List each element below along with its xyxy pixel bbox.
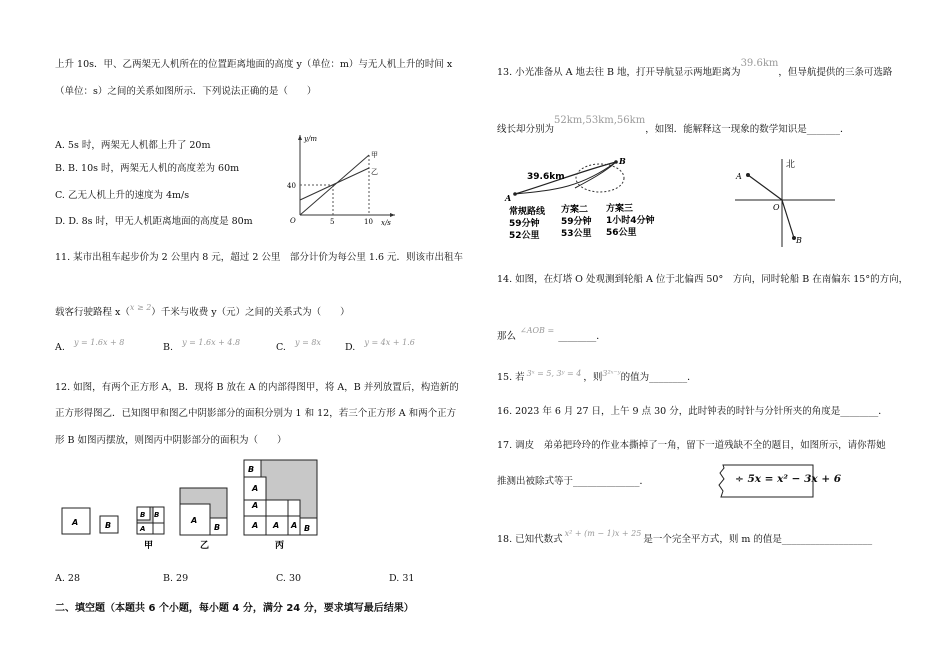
graph-series-jia: 甲	[371, 151, 378, 159]
svg-text:A: A	[252, 501, 259, 510]
svg-text:B: B	[140, 511, 146, 519]
nav-plan1-length: 52公里	[509, 231, 540, 241]
svg-text:A: A	[252, 521, 259, 530]
section-2-heading: 二、填空题（本题共 6 个小题，每小题 4 分，满分 24 分，要求填写最后结果）	[55, 603, 414, 614]
nav-plan3-length: 56公里	[606, 228, 637, 238]
fig-square-a-label: A	[72, 518, 79, 527]
graph-origin: O	[290, 217, 296, 225]
navigation-figure	[505, 150, 675, 245]
q11-option-b: B. $^{y = 1.6x + 4.8}$	[163, 338, 241, 353]
nav-plan3-name: 方案三	[606, 204, 634, 214]
compass-point-b: B	[796, 236, 802, 245]
q12-option-c: C. 30	[276, 573, 302, 584]
q13-line1: 13. 小光准备从 A 地去往 B 地，打开导航显示两地距离为39.6km，但导航提供的三条可选路	[497, 58, 893, 78]
svg-text:B: B	[248, 465, 255, 474]
nav-point-b: B	[619, 156, 626, 166]
graph-tick-40: 40	[287, 182, 296, 190]
q18-formula: x² + (m − 1)x + 25	[564, 529, 642, 538]
nav-plan1-name: 常规路线	[509, 207, 546, 217]
svg-text:A: A	[140, 525, 146, 533]
nav-plan1-time: 59分钟	[509, 219, 540, 229]
q14-line2: 那么$^{\angle AOB =}$________．	[497, 326, 606, 342]
q12-option-b: B. 29	[163, 573, 189, 584]
q13-distance: 39.6km	[740, 58, 779, 69]
q11-text-a: 载客行驶路程 x（	[55, 307, 130, 318]
nav-plan2-length: 53公里	[561, 229, 592, 239]
compass-figure	[730, 155, 840, 250]
svg-text:B: B	[154, 511, 160, 519]
svg-text:A: A	[252, 484, 259, 493]
q12-option-a: A. 28	[55, 573, 80, 584]
q10-option-a: A. 5s 时，两架无人机都上升了 20m	[55, 140, 211, 151]
squares-figure	[60, 458, 330, 553]
q12-stem-line2: 正方形得图乙．已知图甲和图乙中阴影部分的面积分别为 1 和 12，若三个正方形 A 和两个正方	[55, 408, 457, 419]
height-time-graph	[285, 130, 400, 230]
q11-text-b: ）千米与收费 y（元）之间的关系式为（ ）	[151, 307, 350, 318]
svg-text:B: B	[214, 523, 221, 532]
compass-north-label: 北	[786, 160, 796, 170]
graph-series-yi: 乙	[371, 168, 378, 176]
graph-xlabel: x/s	[381, 219, 391, 227]
fig-yi-caption: 乙	[200, 541, 210, 551]
svg-text:A: A	[291, 521, 298, 530]
q11-option-a: A. $^{y = 1.6x + 8}$	[55, 338, 125, 353]
nav-point-a: A	[505, 193, 512, 203]
graph-ylabel: y/m	[304, 135, 317, 143]
q17-line2: 推测出被除式等于______________．	[497, 476, 650, 487]
q15: 15. 若 $^{3ˣ = 5, 3ʸ = 4}$ ，则$^{3^2ˣ^-ʸ}$的值为________．	[497, 369, 697, 383]
fig-square-b-label: B	[105, 521, 112, 530]
q10-option-d: D. D. 8s 时，甲无人机距离地面的高度是 80m	[55, 216, 253, 227]
q11-option-c: C. $^{y = 8x}$	[276, 338, 321, 353]
q12-option-d: D. 31	[389, 573, 415, 584]
svg-text:A: A	[273, 521, 280, 530]
q11-option-d: D. $^{y = 4x + 1.6}$	[345, 338, 415, 353]
nav-plan3-time: 1小时4分钟	[606, 216, 655, 226]
nav-plan2-name: 方案二	[561, 205, 589, 215]
q11-stem-line2	[55, 304, 350, 318]
q14-line1: 14. 如图，在灯塔 O 处观测到轮船 A 位于北偏西 50° 方向，同时轮船 B 在南偏东 15°的方向，	[497, 274, 909, 285]
q15-formula-given: 3ˣ = 5, 3ʸ = 4	[526, 369, 582, 378]
q10-option-b: B. B. 10s 时，两架无人机的高度差为 60m	[55, 163, 240, 174]
q13-line2: 线长却分别为52km,53km,56km，如图．能解释这一现象的数学知识是_______．	[497, 115, 850, 135]
compass-point-a: A	[736, 172, 742, 181]
compass-point-o: O	[773, 203, 780, 212]
fig-bing-caption: 丙	[275, 541, 285, 551]
q10-stem-line1: 上升 10s．甲、乙两架无人机所在的位置距离地面的高度 y（单位：m）与无人机上升的时间 x	[55, 59, 453, 70]
q16: 16. 2023 年 6 月 27 日，上午 9 点 30 分，此时钟表的时针与分针所夹的角度是________．	[497, 406, 888, 417]
nav-distance-label: 39.6km	[527, 172, 565, 182]
graph-tick-10: 10	[364, 218, 373, 226]
graph-tick-5: 5	[330, 218, 335, 226]
fig-jia-caption: 甲	[144, 541, 154, 551]
q10-option-c: C. 乙无人机上升的速度为 4m/s	[55, 190, 190, 201]
q11-condition: x ≥ 2	[129, 303, 152, 312]
q13-routes: 52km,53km,56km	[554, 115, 646, 126]
q12-stem-line3: 形 B 如图丙摆放，则图丙中阴影部分的面积为（ ）	[55, 435, 287, 446]
svg-text:A: A	[191, 516, 198, 525]
q10-stem-line2: （单位：s）之间的关系如图所示．下列说法正确的是（ ）	[55, 86, 317, 97]
q12-stem-line1: 12. 如图，有两个正方形 A，B．现将 B 放在 A 的内部得图甲，将 A，B 并列放置后，构造新的	[55, 382, 459, 393]
nav-plan2-time: 59分钟	[561, 217, 592, 227]
q11-stem-line1: 11. 某市出租车起步价为 2 公里内 8 元，超过 2 公里 部分计价为每公里 1.6 元．则该市出租车	[55, 252, 464, 263]
q14-formula: ∠AOB =	[520, 326, 555, 335]
q18: 18. 已知代数式$^{x^2 + (m - 1)x + 25}$是一个完全平方式，则 m 的值是___________________	[497, 529, 873, 545]
svg-text:B: B	[304, 524, 311, 533]
q17-fragment: ÷ 5x = x² − 3x + 6	[735, 473, 842, 485]
q15-formula-target: 3²ˣ⁻ʸ	[602, 369, 621, 378]
q17-line1: 17. 调皮 弟弟把玲玲的作业本撕掉了一角，留下一道残缺不全的题目，如图所示，请你帮她	[497, 440, 886, 451]
